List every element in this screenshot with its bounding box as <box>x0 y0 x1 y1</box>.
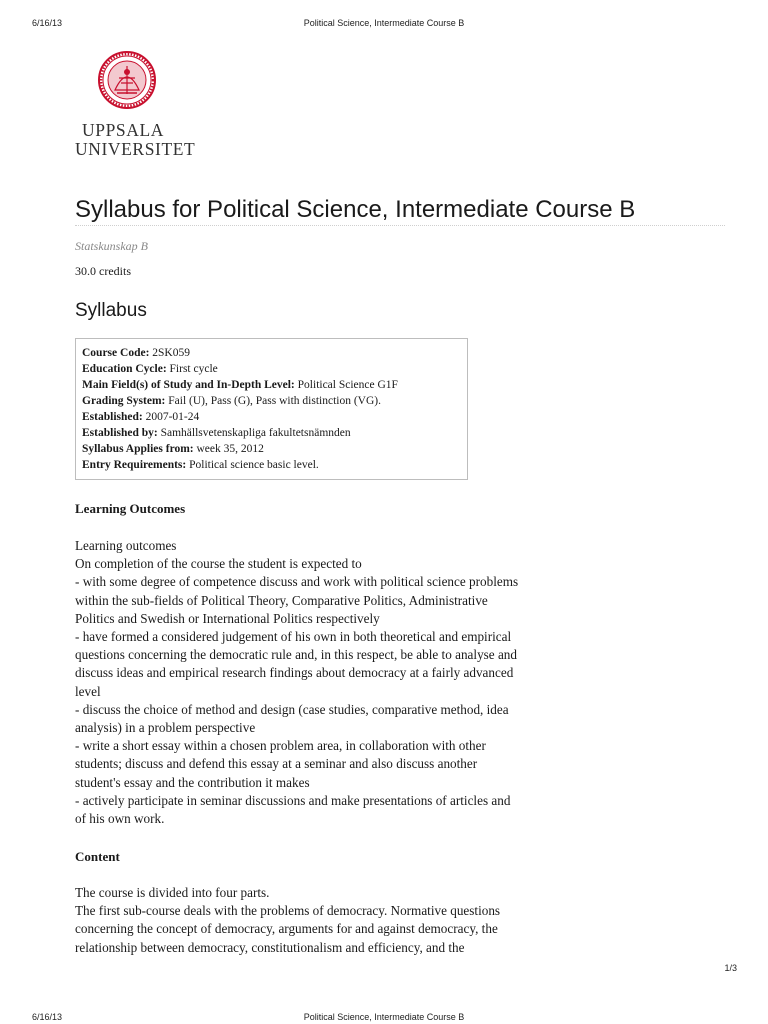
text-line: level <box>75 683 101 699</box>
info-label: Education Cycle: <box>82 363 167 375</box>
info-label: Grading System: <box>82 395 166 407</box>
info-label: Entry Requirements: <box>82 459 187 471</box>
university-seal-icon <box>97 50 157 110</box>
info-row-main-field <box>82 377 461 393</box>
info-value: Political science basic level. <box>189 459 319 471</box>
info-row-established <box>82 409 461 425</box>
info-value: 2SK059 <box>152 347 190 359</box>
info-row-course-code <box>82 345 461 361</box>
info-row-applies-from <box>82 441 461 457</box>
text-line: On completion of the course the student is expected to <box>75 556 362 572</box>
info-value: First cycle <box>169 363 218 375</box>
text-line: - discuss the choice of method and design (case studies, comparative method, idea <box>75 701 509 717</box>
info-row-entry-requirements <box>82 457 461 473</box>
print-header-date: 6/16/13 <box>32 18 63 28</box>
info-row-education-cycle <box>82 361 461 377</box>
info-label: Established by: <box>82 427 158 439</box>
print-header-title: Political Science, Intermediate Course B <box>303 18 465 28</box>
info-value: week 35, 2012 <box>196 443 264 455</box>
text-line: - with some degree of competence discuss and work with political science problems <box>75 574 519 590</box>
text-line: of his own work. <box>75 811 165 827</box>
print-footer-title: Political Science, Intermediate Course B <box>303 1012 465 1022</box>
text-line: concerning the concept of democracy, arguments for and against democracy, the <box>75 921 498 937</box>
info-row-grading-system <box>82 393 461 409</box>
info-value: 2007-01-24 <box>145 411 200 423</box>
learning-outcomes-body <box>75 537 575 828</box>
info-row-established-by <box>82 425 461 441</box>
info-value: Fail (U), Pass (G), Pass with distinction (VG). <box>168 395 381 407</box>
course-swedish-name: Statskunskap B <box>75 239 148 253</box>
text-line: analysis) in a problem perspective <box>75 720 256 736</box>
info-label: Established: <box>82 411 143 423</box>
info-value: Samhällsvetenskapliga fakultetsnämnden <box>160 427 351 439</box>
text-line: questions concerning the democratic rule and, in this respect, be able to analyse and <box>75 647 517 663</box>
text-line: Learning outcomes <box>75 538 177 553</box>
learning-outcomes-heading: Learning Outcomes <box>75 501 186 516</box>
content-heading: Content <box>75 849 120 864</box>
text-line: student's essay and the contribution it makes <box>75 774 310 790</box>
text-line: The first sub-course deals with the problems of democracy. Normative questions <box>75 903 501 919</box>
text-line: - write a short essay within a chosen problem area, in collaboration with other <box>75 738 486 754</box>
text-line: - actively participate in seminar discussions and make presentations of articles and <box>75 792 511 808</box>
text-line: relationship between democracy, constitutionalism and efficiency, and the <box>75 939 465 955</box>
content-body <box>75 884 575 957</box>
info-label: Main Field(s) of Study and In-Depth Level: <box>82 379 295 391</box>
course-credits: 30.0 credits <box>75 264 131 278</box>
text-line: discuss ideas and empirical research findings about democracy at a fairly advanced <box>75 665 514 681</box>
text-line: - have formed a considered judgement of his own in both theoretical and empirical <box>75 629 512 645</box>
text-line: The course is divided into four parts. <box>75 885 270 900</box>
title-divider <box>75 225 725 226</box>
logo-text-uppsala: UPPSALA <box>82 120 165 140</box>
text-line: within the sub-fields of Political Theory, Comparative Politics, Administrative <box>75 592 488 608</box>
section-heading-syllabus: Syllabus <box>75 300 147 321</box>
course-info-box <box>75 338 468 480</box>
info-value: Political Science G1F <box>297 379 398 391</box>
info-label: Course Code: <box>82 347 150 359</box>
info-label: Syllabus Applies from: <box>82 443 194 455</box>
text-line: students; discuss and defend this essay at a seminar and also discuss another <box>75 756 478 772</box>
page-title: Syllabus for Political Science, Intermediate Course B <box>75 196 636 223</box>
print-footer-date: 6/16/13 <box>32 1012 63 1022</box>
page-number: 1/3 <box>724 963 737 973</box>
logo-text-universitet: UNIVERSITET <box>75 139 196 159</box>
text-line: Politics and Swedish or International Politics respectively <box>75 610 380 626</box>
